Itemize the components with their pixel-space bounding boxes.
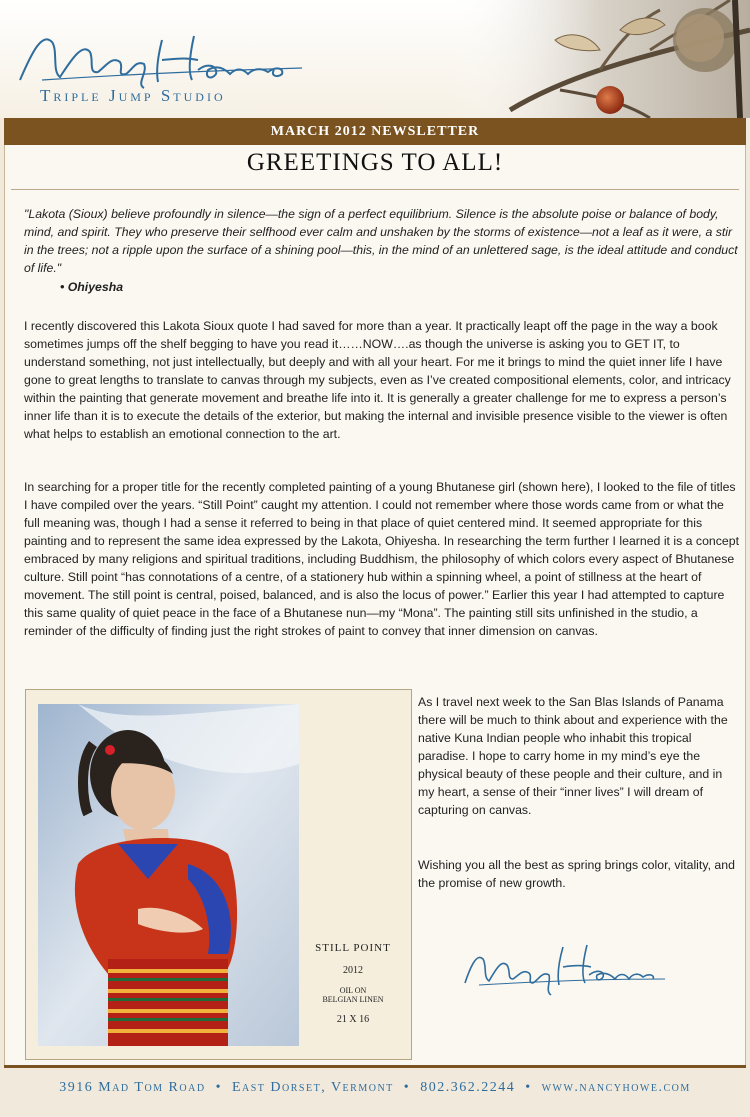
website-link[interactable]: www.nancyhowe.com [541, 1080, 691, 1095]
signature-logo [12, 22, 312, 92]
footer-contact [4, 1080, 746, 1096]
closing-signature [459, 937, 669, 997]
studio-name: Triple Jump Studio [40, 86, 226, 105]
greeting-heading: GREETINGS TO ALL! [246, 149, 504, 176]
footer-address: 3916 Mad Tom Road [59, 1080, 206, 1095]
footer-separator: • [403, 1080, 411, 1095]
footer-town: East Dorset, Vermont [231, 1080, 394, 1095]
painting-size: 21 X 16 [336, 1014, 370, 1025]
newsletter-banner: MARCH 2012 NEWSLETTER [4, 118, 746, 145]
painting-frame [25, 689, 412, 1060]
branch-artwork [450, 0, 750, 118]
painting-title: STILL POINT [315, 942, 391, 954]
divider [11, 189, 739, 190]
painting-medium-line2: BELGIAN LINEN [322, 995, 384, 1004]
footer-separator: • [215, 1080, 222, 1095]
paragraph-travel: As I travel next week to the San Blas Islands of Panama there will be much to think about and experience with the native Kuna Indian people who inhabit this tropical paradise. I hope to carry home in my mind’s eye the physical beauty of these people and their culture, and in my heart, a sense of their “inner lives” I will dream of capturing on canvas. [418, 695, 728, 817]
paragraph-closing: Wishing you all the best as spring brings color, vitality, and the promise of new growth. [418, 858, 735, 890]
paragraph-still-point: In searching for a proper title for the recently completed painting of a young Bhutanese girl (shown here), I looked to the file of titles I have compiled over the years. “Still Point” caught my attention. I could not remember where those words came from or what the full meaning was, though I had a sense it referred to being in that place of quiet centered mind. It seemed appropriate for this painting and to represent the same idea expressed by the Lakota, Ohiyesha. In researching the term further I learned it is a concept embraced by many religions and spiritual traditions, including Buddhism, the philosophy of which colors every aspect of Bhutanese culture. Still point “has connotations of a centre, of a stationery hub within a spinning wheel, a point of stillness at the heart of movement. The still point is central, poised, balanced, and is also the locus of power.” Earlier this year I had attempted to capture this same quality of quiet peace in the face of a Bhutanese nun—my “Mona”. The painting still sits unfinished in the studio, a reminder of the difficulty of finding just the right strokes of paint to convey that inner dimension on canvas. [24, 480, 740, 638]
newsletter-body [4, 145, 746, 1065]
header [0, 0, 750, 118]
quote-author: • Ohiyesha [60, 280, 124, 294]
paragraph-intro: I recently discovered this Lakota Sioux quote I had saved for more than a year. It practically leapt off the page in the way a book sometimes jumps off the shelf begging to have you read it……NOW….as though the universe is asking you to GET IT, to understand something, not just intellectually, but deeply and with all your heart. For me it brings to mind the quiet inner life I have gone to great lengths to translate to canvas through my subjects, even as I’ve created compositional elements, color, and intricacy within the painting that generate movement and breathe life into it. It is generally a greater challenge for me to express a person’s inner life than it is to execute the details of the exterior, but making the internal and invisible presence visible to the viewer is often what helps to establish an emotional connection to the art. [24, 319, 731, 441]
footer-phone: 802.362.2244 [420, 1080, 516, 1095]
lakota-quote: "Lakota (Sioux) believe profoundly in silence—the sign of a perfect equilibrium. Silence is the absolute poise or balance of body, mind, and spirit. They who preserve their selfhood ever calm and unshaken by the storms of existence—not a leaf as it were, a stir in the trees; not a ripple upon the surface of a shining pool—this, in the mind of an unlettered sage, is the ideal attitude and conduct of life." [24, 207, 738, 275]
painting-still-point [38, 704, 299, 1046]
painting-year: 2012 [343, 965, 363, 976]
footer [4, 1065, 746, 1112]
footer-separator: • [525, 1080, 532, 1095]
painting-medium-line1: OIL ON [339, 986, 367, 995]
